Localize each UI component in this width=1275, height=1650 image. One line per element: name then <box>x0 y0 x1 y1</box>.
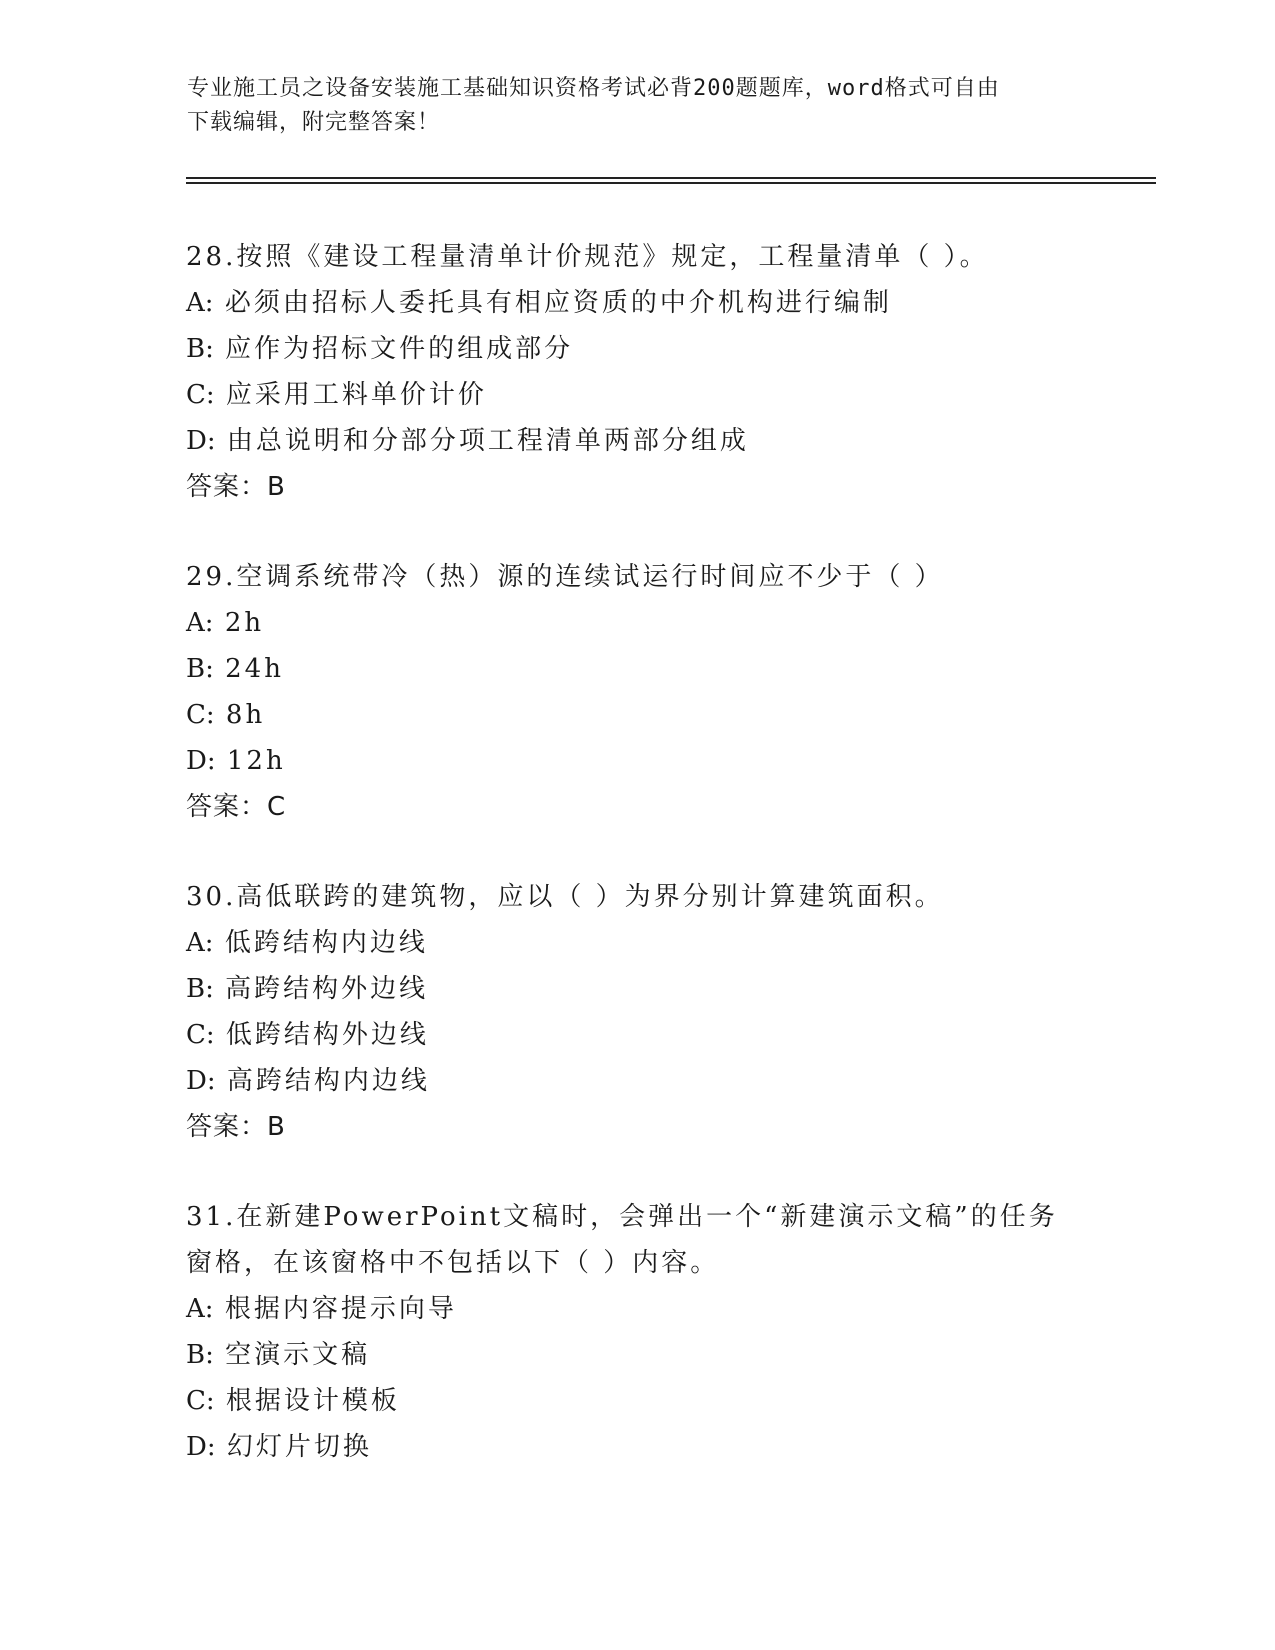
option-key: C: <box>186 700 215 730</box>
option-b <box>186 1332 1086 1378</box>
question-31 <box>186 1194 1086 1470</box>
option-a <box>186 600 1086 646</box>
answer-line: 答案：B <box>186 472 286 502</box>
option-key: D: <box>186 1432 216 1462</box>
option-key: A: <box>186 288 214 318</box>
option-d <box>186 738 1086 784</box>
option-key: A: <box>186 608 214 638</box>
option-key: C: <box>186 380 215 410</box>
option-text: 根据内容提示向导 <box>224 1294 457 1324</box>
option-d <box>186 1058 1086 1104</box>
question-stem: 30.高低联跨的建筑物，应以（ ）为界分别计算建筑面积。 <box>186 882 944 912</box>
option-a <box>186 1286 1086 1332</box>
option-text: 应采用工料单价计价 <box>225 380 487 410</box>
option-key: C: <box>186 1020 215 1050</box>
header-line-1: 专业施工员之设备安装施工基础知识资格考试必背200题题库，word格式可自由 <box>187 76 1000 101</box>
header-divider-top <box>186 177 1156 179</box>
option-text: 高跨结构外边线 <box>225 974 429 1004</box>
document-header <box>187 72 1067 140</box>
option-text: 空演示文稿 <box>225 1340 371 1370</box>
header-line-2: 下载编辑，附完整答案！ <box>187 110 441 135</box>
option-key: B: <box>186 654 214 684</box>
option-d <box>186 1424 1086 1470</box>
question-list <box>186 234 1086 1514</box>
option-c <box>186 692 1086 738</box>
question-30 <box>186 874 1086 1150</box>
option-text: 应作为招标文件的组成部分 <box>225 334 574 364</box>
option-d <box>186 418 1086 464</box>
option-key: D: <box>186 746 216 776</box>
answer-line: 答案：B <box>186 1112 286 1142</box>
option-text: 8h <box>225 700 266 730</box>
question-28 <box>186 234 1086 510</box>
option-key: A: <box>186 1294 214 1324</box>
option-a <box>186 920 1086 966</box>
option-b <box>186 646 1086 692</box>
option-b <box>186 326 1086 372</box>
option-text: 12h <box>226 746 286 776</box>
option-text: 24h <box>225 654 284 684</box>
question-29 <box>186 554 1086 830</box>
option-key: C: <box>186 1386 215 1416</box>
header-divider-bottom <box>186 182 1156 184</box>
option-text: 根据设计模板 <box>225 1386 400 1416</box>
question-stem: 28.按照《建设工程量清单计价规范》规定，工程量清单（ ）。 <box>186 242 989 272</box>
option-key: B: <box>186 334 214 364</box>
option-key: A: <box>186 928 214 958</box>
option-key: D: <box>186 1066 216 1096</box>
option-c <box>186 1378 1086 1424</box>
option-key: B: <box>186 974 214 1004</box>
option-text: 低跨结构内边线 <box>224 928 428 958</box>
option-c <box>186 1012 1086 1058</box>
option-text: 由总说明和分部分项工程清单两部分组成 <box>226 426 749 456</box>
option-text: 高跨结构内边线 <box>226 1066 430 1096</box>
option-key: D: <box>186 426 216 456</box>
option-b <box>186 966 1086 1012</box>
option-a <box>186 280 1086 326</box>
question-stem: 31.在新建PowerPoint文稿时，会弹出一个“新建演示文稿”的任务窗格，在该窗格中不包括以下（ ）内容。 <box>186 1202 1058 1278</box>
option-text: 幻灯片切换 <box>226 1432 372 1462</box>
question-stem: 29.空调系统带冷（热）源的连续试运行时间应不少于（ ） <box>186 562 944 592</box>
option-text: 2h <box>224 608 265 638</box>
answer-line: 答案：C <box>186 792 287 822</box>
option-text: 必须由招标人委托具有相应资质的中介机构进行编制 <box>224 288 892 318</box>
option-key: B: <box>186 1340 214 1370</box>
option-c <box>186 372 1086 418</box>
option-text: 低跨结构外边线 <box>225 1020 429 1050</box>
